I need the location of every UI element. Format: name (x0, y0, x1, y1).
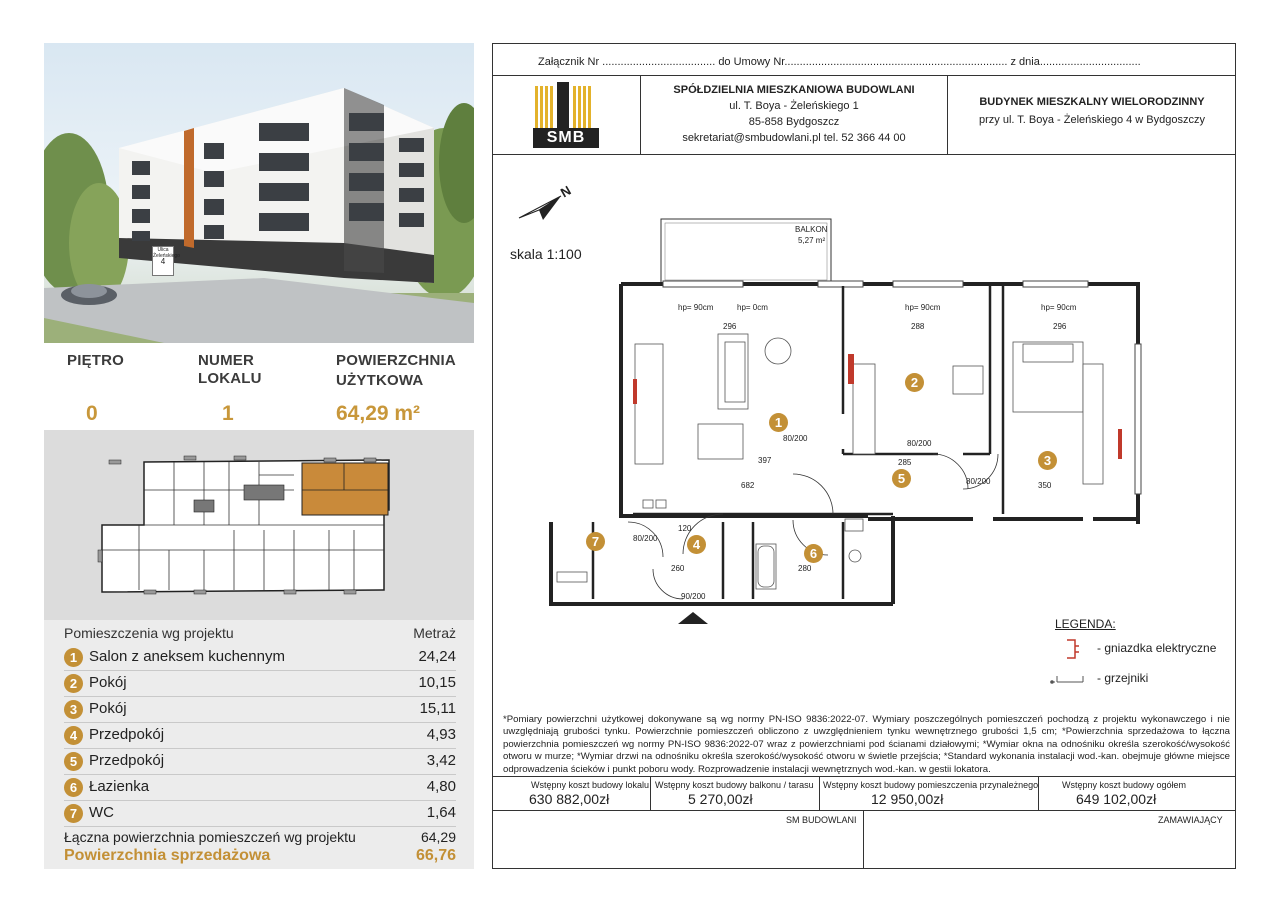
dimension-label: 285 (898, 458, 912, 467)
dimension-label: 296 (723, 322, 737, 331)
room-name: Pokój (89, 674, 127, 691)
unit-summary (44, 343, 474, 430)
balcony-area: 5,27 m² (798, 236, 826, 245)
room-number-badge: 7 (64, 804, 83, 823)
area-label-2: UŻYTKOWA (336, 372, 424, 389)
plan-room-badge: 1 (769, 413, 788, 432)
dimension-label: 397 (758, 456, 772, 465)
key-plan-drawing (44, 430, 474, 620)
cost-storage-value: 12 950,00zł (871, 791, 944, 807)
room-number-badge: 1 (64, 648, 83, 667)
dimension-label: 280 (798, 564, 812, 573)
entrance-sign (152, 246, 180, 276)
window-hp-label: hp= 90cm (1041, 303, 1077, 312)
cost-unit-label: Wstępny koszt budowy lokalu (531, 780, 650, 790)
room-name: Pokój (89, 700, 127, 717)
room-row (64, 723, 456, 749)
room-area: 10,15 (418, 674, 456, 691)
dimension-label: 120 (678, 524, 692, 533)
window-hp-label: hp= 90cm (678, 303, 714, 312)
plan-room-badge: 5 (892, 469, 911, 488)
dimension-label: 288 (911, 322, 925, 331)
highlighted-unit (302, 463, 388, 515)
floor-value: 0 (86, 402, 98, 425)
door-size-label: 80/200 (907, 439, 932, 448)
door-size-label: 80/200 (633, 534, 658, 543)
room-name: Przedpokój (89, 752, 165, 769)
total-area-value: 64,29 (420, 829, 456, 845)
sale-area-value: 66,76 (415, 847, 456, 864)
room-name: Salon z aneksem kuchennym (89, 648, 285, 665)
room-number-badge: 4 (64, 726, 83, 745)
room-number-badge: 5 (64, 752, 83, 771)
scale-label: skala 1:100 (510, 246, 582, 262)
rooms-table (44, 620, 474, 869)
socket-icon (1065, 638, 1081, 660)
dimension-label: 296 (1053, 322, 1067, 331)
cost-balcony-value: 5 270,00zł (688, 791, 753, 807)
unit-number-label-2: LOKALU (198, 370, 262, 387)
room-area: 4,93 (426, 726, 456, 743)
floor-label: PIĘTRO (67, 352, 125, 369)
building-title: BUDYNEK MIESZKALNY WIELORODZINNY (979, 96, 1205, 108)
room-row (64, 775, 456, 801)
entrance-sign-line1: Ulica (157, 247, 169, 253)
cost-total-label: Wstępny koszt budowy ogółem (1062, 780, 1187, 790)
room-area: 3,42 (426, 752, 456, 769)
signature-developer-label: SM BUDOWLANI (786, 815, 857, 825)
window-hp-label: hp= 0cm (737, 303, 768, 312)
cost-storage-label: Wstępny koszt budowy pomieszczenia przynależnego (823, 780, 1039, 790)
sale-area-label: Powierzchnia sprzedażowa (64, 847, 271, 864)
usable-area-value: 64,29 m² (336, 402, 421, 425)
room-area: 24,24 (418, 648, 456, 665)
room-name: WC (89, 804, 114, 821)
door-size-label: 80/200 (783, 434, 808, 443)
building-illustration (44, 43, 474, 343)
window-hp-label: hp= 90cm (905, 303, 941, 312)
cost-balcony-label: Wstępny koszt budowy balkonu / tarasu (655, 780, 814, 790)
area-label-1: POWIERZCHNIA (336, 352, 456, 369)
company-name: SPÓŁDZIELNIA MIESZKANIOWA BUDOWLANI (673, 84, 915, 96)
plan-room-badge: 7 (586, 532, 605, 551)
balcony-label: BALKON (795, 225, 828, 234)
plan-room-badge: 4 (687, 535, 706, 554)
room-row (64, 749, 456, 775)
floor-key-plan (44, 430, 474, 620)
door-size-label: 80/200 (966, 477, 991, 486)
north-label: N (557, 182, 574, 201)
legend-socket-label: - gniazdka elektryczne (1097, 641, 1217, 655)
building-address: przy ul. T. Boya - Żeleńskiego 4 w Bydgoszczy (978, 114, 1205, 126)
legend-title: LEGENDA: (1055, 617, 1116, 631)
room-number-badge: 2 (64, 674, 83, 693)
room-row (64, 801, 456, 827)
legend-heater-label: - grzejniki (1097, 671, 1149, 685)
rooms-table-header-area: Metraż (413, 625, 456, 641)
logo-text: SMB (546, 129, 586, 146)
signature-buyer-label: ZAMAWIAJĄCY (1158, 815, 1223, 825)
heater-icon (1049, 672, 1089, 688)
plan-room-badge: 6 (804, 544, 823, 563)
floor-plan-document (492, 43, 1236, 869)
cost-unit-value: 630 882,00zł (529, 791, 610, 807)
room-name: Łazienka (89, 778, 150, 795)
plan-room-badge: 3 (1038, 451, 1057, 470)
building-render-image (44, 43, 474, 343)
measurement-notes: *Pomiary powierzchni użytkowej dokonywane są wg normy PN-ISO 9836:2022-07. Wymiary poszczególnych pomieszczeń pochodzą z projektu wykonawczego i nie uwzględniają grubości tynku. Powierzchnie pomieszczeń obliczono z uwzględnieniem tynku wewnętrznego grubości 1,5 cm; *Powierzchnia sprzedażowa to łączna powierzchnia pomieszczeń wg normy PN-ISO 9836:2022-07 wraz z powierzchniami pod ścianami działowymi; *Wymiar okna na odnośniku określa szerokość/wysokość otworu w murze; *Wymiar drzwi na odnośniku określa szerokość/wysokość otworu w świetle przejścia; *Standard wykonania instalacji wod.-kan. obejmuje główne miejsce odprowadzenia ścieków i punkt poboru wody. Rozprowadzenie instalacji wewnętrznych wod.-kan. w gestii lokatora. (503, 714, 1230, 775)
dimension-label: 260 (671, 564, 685, 573)
door-size-label: 90/200 (681, 592, 706, 601)
room-number-badge: 3 (64, 700, 83, 719)
room-area: 15,11 (419, 700, 456, 717)
room-row (64, 697, 456, 723)
dimension-label: 682 (741, 481, 755, 490)
room-area: 4,80 (426, 778, 456, 795)
room-area: 1,64 (426, 804, 456, 821)
room-name: Przedpokój (89, 726, 165, 743)
entrance-sign-line2: Żeleńskiego (153, 253, 180, 259)
dimension-label: 350 (1038, 481, 1052, 490)
rooms-table-header-name: Pomieszczenia wg projektu (64, 625, 234, 641)
room-row (64, 645, 456, 671)
company-city: 85-858 Bydgoszcz (748, 116, 840, 128)
unit-number-label-1: NUMER (198, 352, 254, 369)
plan-room-badge: 2 (905, 373, 924, 392)
room-row (64, 671, 456, 697)
cost-total-value: 649 102,00zł (1076, 791, 1157, 807)
company-street: ul. T. Boya - Żeleńskiego 1 (729, 100, 859, 112)
unit-number-value: 1 (222, 402, 234, 425)
attachment-line: Załącznik Nr ..................................... do Umowy Nr......................................................................... z dnia................................. (538, 56, 1141, 68)
entrance-sign-number: 4 (160, 257, 166, 266)
total-area-label: Łączna powierzchnia pomieszczeń wg projektu (64, 829, 356, 845)
company-contact: sekretariat@smbudowlani.pl tel. 52 366 44 00 (682, 132, 906, 144)
room-number-badge: 6 (64, 778, 83, 797)
